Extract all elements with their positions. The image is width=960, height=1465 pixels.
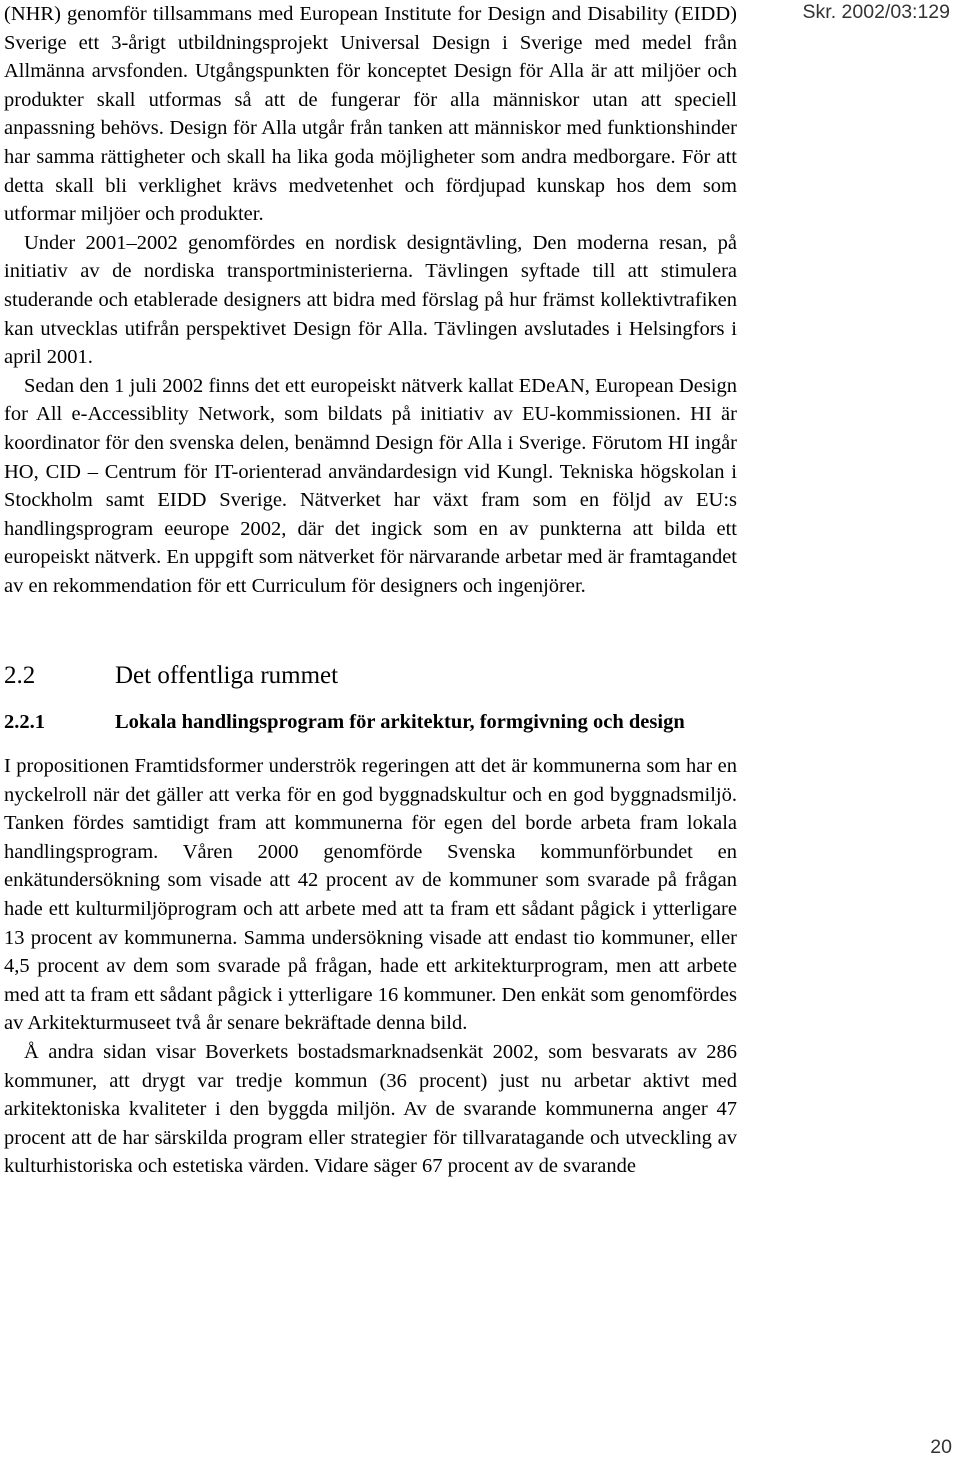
section-number: 2.2 bbox=[4, 662, 36, 690]
main-column bbox=[4, 0, 737, 1181]
subsection-paragraph-1: I propositionen Framtidsformer underströk regeringen att det är kommunerna som har en nyckelroll när det gäller att verka för en god byggnadskultur och en god byggnadsmiljö. Tanken fördes samtidigt fram att kommunerna för egen del borde arbeta fram lokala handlingsprogram. Våren 2000 genomförde Svenska kommunförbundet en enkätundersökning som visade att 42 procent av de kommuner som svarade på frågan hade ett kulturmiljöprogram och att arbete med att ta fram ett sådant pågick i ytterligare 13 procent av kommunerna. Samma undersökning visade att endast tio kommuner, eller 4,5 procent av dem som svarade på frågan, hade ett arkitekturprogram, men att arbete med att ta fram ett sådant pågick i ytterligare 16 kommuner. Den enkät som genomfördes av Arkitekturmuseet två år senare bekräftade denna bild. bbox=[4, 754, 737, 1035]
subsection-title: Lokala handlingsprogram för arkitektur, formgivning och design bbox=[115, 711, 685, 734]
subsection-heading bbox=[4, 708, 737, 737]
subsection-number: 2.2.1 bbox=[4, 711, 45, 734]
document-reference: Skr. 2002/03:129 bbox=[802, 1, 950, 23]
subsection-paragraph-2: Å andra sidan visar Boverkets bostadsmarknadsenkät 2002, som besvarats av 286 kommuner, att drygt var tredje kommun (36 procent) just nu arbetar aktivt med arkitektoniska kvaliteter i den byggda miljön. Av de svarande kommunerna anger 47 procent att de har särskilda program eller strategier för tillvaratagande och utveckling av kulturhistoriska och estetiska värden. Vidare säger 67 procent av de svarande bbox=[4, 1040, 737, 1178]
section-title: Det offentliga rummet bbox=[115, 662, 339, 690]
body-paragraph-2: Under 2001–2002 genomfördes en nordisk designtävling, Den moderna resan, på initiativ av de nordiska transportministerierna. Tävlingen syftade till att stimulera studerande och etablerade designers att bidra med förslag på hur främst kollektivtrafiken kan utvecklas utifrån perspektivet Design för Alla. Tävlingen avslutades i Helsingfors i april 2001. bbox=[4, 231, 737, 369]
section-heading bbox=[4, 660, 737, 692]
page-number: 20 bbox=[930, 1436, 952, 1458]
body-paragraph-1: (NHR) genomför tillsammans med European Institute for Design and Disability (EIDD) Sverige ett 3-årigt utbildningsprojekt Universal Design i Sverige med medel från Allmänna arvsfonden. Utgångspunkten för konceptet Design för Alla är att miljöer och produkter skall utformas så att de fungerar för alla människor utan att speciell anpassning behövs. Design för Alla utgår från tanken att människor med funktionshinder har samma rättigheter och skall ha lika goda möjligheter som andra medborgare. För att detta skall bli verklighet krävs medvetenhet och fördjupad kunskap hos dem som utformar miljöer och produkter. bbox=[4, 3, 737, 226]
body-paragraph-3: Sedan den 1 juli 2002 finns det ett europeiskt nätverk kallat EDeAN, European Design for All e-Accessiblity Network, som bildats på initiativ av EU-kommissionen. HI är koordinator för den svenska delen, benämnd Design för Alla i Sverige. Förutom HI ingår HO, CID – Centrum för IT-orienterad användardesign vid Kungl. Tekniska högskolan i Stockholm samt EIDD Sverige. Nätverket har växt fram som en följd av EU:s handlingsprogram eeurope 2002, där det ingick som en av punkterna att bilda ett europeiskt nätverk. En uppgift som nätverket för närvarande arbetar med är framtagandet av en rekommendation för ett Curriculum för designers och ingenjörer. bbox=[4, 374, 737, 597]
